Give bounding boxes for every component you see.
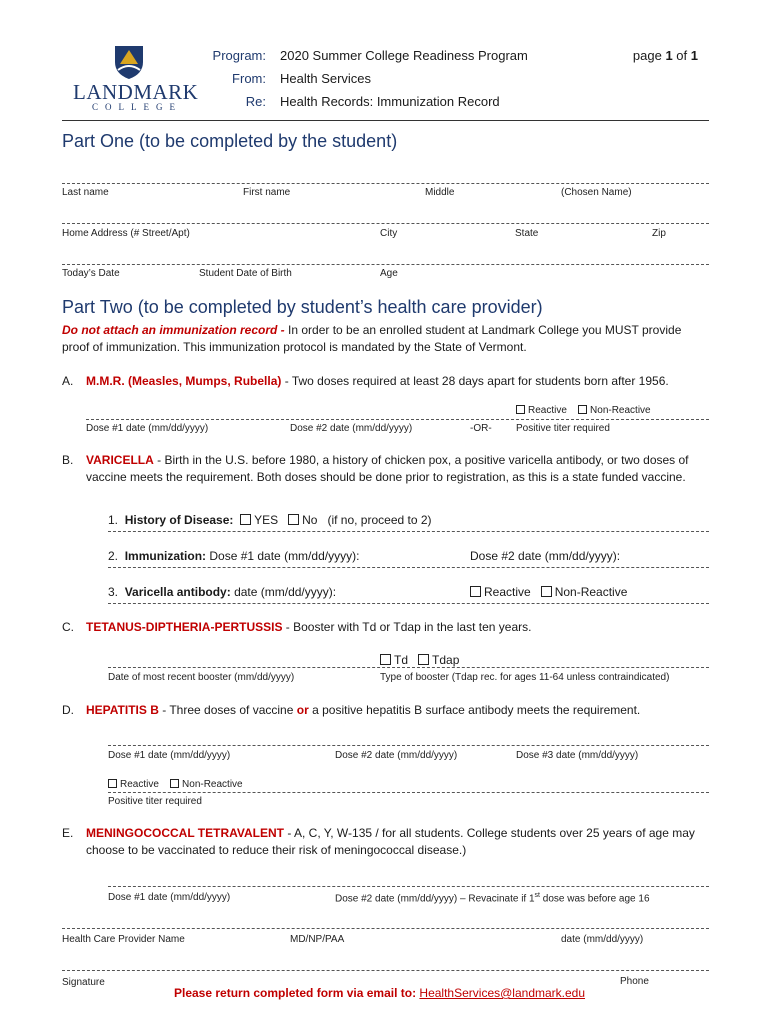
state-label: State [515, 228, 539, 239]
mening-line[interactable] [108, 886, 709, 887]
provider-date-label: date (mm/dd/yyyy) [561, 934, 644, 945]
varicella-text: VARICELLA - Birth in the U.S. before 1980, a history of chicken pox, a positive varicella antibody, or two doses of vaccine meets the requirement. Both doses should be done prior to registration, as this is a state funded vaccine. [86, 453, 689, 484]
checkbox-icon [470, 586, 481, 597]
program-value: 2020 Summer College Readiness Program [280, 48, 528, 63]
booster-type-label: Type of booster (Tdap rec. for ages 11-64 unless contraindicated) [380, 672, 670, 683]
history-line[interactable] [108, 531, 709, 532]
tetanus-text: TETANUS-DIPTHERIA-PERTUSSIS - Booster with Td or Tdap in the last ten years. [86, 620, 532, 634]
antibody-row: 3. Varicella antibody: date (mm/dd/yyyy): [108, 585, 337, 599]
from-value: Health Services [280, 71, 372, 86]
checkbox-icon [380, 654, 391, 665]
mmr-or-label: -OR- [470, 423, 492, 434]
booster-options[interactable]: Td Tdap [380, 652, 459, 669]
history-row: 1. History of Disease: YES No (if no, proceed to 2) [108, 513, 432, 527]
chosen-name-label: (Chosen Name) [561, 187, 632, 198]
immunization-line[interactable] [108, 567, 709, 568]
mmr-letter: A. [62, 374, 74, 388]
varicella-dose2-label: Dose #2 date (mm/dd/yyyy): [470, 549, 621, 563]
part-one-title: Part One (to be completed by the student) [62, 131, 398, 151]
mmr-titer-options[interactable]: Reactive Non-Reactive [516, 405, 651, 416]
checkbox-icon [418, 654, 429, 665]
middle-label: Middle [425, 187, 455, 198]
antibody-options[interactable]: Reactive Non-Reactive [470, 584, 627, 601]
mmr-text: M.M.R. (Measles, Mumps, Rubella) - Two doses required at least 28 days apart for students born after 1956. [86, 374, 669, 388]
antibody-line[interactable] [108, 603, 709, 604]
from-label: From: [232, 71, 266, 86]
last-name-label: Last name [62, 187, 109, 198]
part-two-title: Part Two (to be completed by student’s health care provider) [62, 297, 543, 317]
provider-line[interactable] [62, 928, 709, 929]
mmr-titer-label: Positive titer required [516, 423, 610, 434]
re-label: Re: [245, 94, 266, 109]
hepb-text: HEPATITIS B - Three doses of vaccine or a positive hepatitis B surface antibody meets the requirement. [86, 703, 641, 717]
mmr-dose1-label: Dose #1 date (mm/dd/yyyy) [86, 423, 209, 434]
home-address-label: Home Address (# Street/Apt) [62, 228, 190, 239]
hepb-titer-label: Positive titer required [108, 796, 202, 807]
tetanus-letter: C. [62, 620, 74, 634]
checkbox-icon [516, 405, 525, 414]
part-two-intro: Do not attach an immunization record - In order to be an enrolled student at Landmark College you MUST provide proof of immunization. This immunization protocol is mandated by the State of Vermont. [62, 323, 682, 354]
checkbox-icon [170, 779, 179, 788]
mening-letter: E. [62, 826, 74, 840]
logo-name: LANDMARK [73, 80, 199, 104]
immunization-row: 2. Immunization: Dose #1 date (mm/dd/yyyy): [108, 549, 360, 563]
re-value: Health Records: Immunization Record [280, 94, 500, 109]
hepb-dose3-label: Dose #3 date (mm/dd/yyyy) [516, 750, 639, 761]
hepb-line[interactable] [108, 745, 709, 746]
dob-label: Student Date of Birth [199, 268, 292, 279]
checkbox-icon [541, 586, 552, 597]
first-name-label: First name [243, 187, 291, 198]
hepb-titer-line[interactable] [108, 792, 709, 793]
mmr-dose2-label: Dose #2 date (mm/dd/yyyy) [290, 423, 413, 434]
program-label: Program: [212, 48, 266, 63]
return-instructions: Please return completed form via email to: HealthServices@landmark.edu [174, 986, 586, 1000]
mening-text: MENINGOCOCCAL TETRAVALENT - A, C, Y, W-135 / for all students. College students over 25 years of age may choose to be vaccinated to reduce their risk of meningococcal disease.) [86, 826, 695, 857]
mmr-line[interactable] [86, 419, 709, 420]
page-number: page 1 of 1 [632, 48, 698, 63]
zip-label: Zip [652, 228, 666, 239]
provider-name-label: Health Care Provider Name [62, 934, 185, 945]
booster-date-label: Date of most recent booster (mm/dd/yyyy) [108, 672, 295, 683]
signature-line[interactable] [62, 970, 709, 971]
header-divider [62, 120, 709, 121]
todays-date-label: Today’s Date [62, 268, 120, 279]
hepb-dose2-label: Dose #2 date (mm/dd/yyyy) [335, 750, 458, 761]
dates-line[interactable] [62, 264, 709, 265]
city-label: City [380, 228, 398, 239]
varicella-letter: B. [62, 453, 74, 467]
tetanus-line[interactable] [108, 667, 709, 668]
signature-label: Signature [62, 977, 105, 988]
checkbox-icon[interactable] [240, 514, 251, 525]
mening-dose2-label: Dose #2 date (mm/dd/yyyy) – Revacinate if 1st dose was before age 16 [335, 892, 650, 905]
mdnp-label: MD/NP/PAA [290, 934, 345, 945]
age-label: Age [380, 268, 398, 279]
name-line[interactable] [62, 183, 709, 184]
email-link[interactable]: HealthServices@landmark.edu [419, 986, 586, 1000]
checkbox-icon[interactable] [288, 514, 299, 525]
hepb-titer-options[interactable]: Reactive Non-Reactive [108, 779, 243, 790]
checkbox-icon [108, 779, 117, 788]
hepb-dose1-label: Dose #1 date (mm/dd/yyyy) [108, 750, 231, 761]
logo-sub: COLLEGE [92, 102, 182, 112]
checkbox-icon [578, 405, 587, 414]
hepb-letter: D. [62, 703, 74, 717]
address-line[interactable] [62, 223, 709, 224]
mening-dose1-label: Dose #1 date (mm/dd/yyyy) [108, 892, 231, 903]
phone-label: Phone [620, 976, 649, 987]
